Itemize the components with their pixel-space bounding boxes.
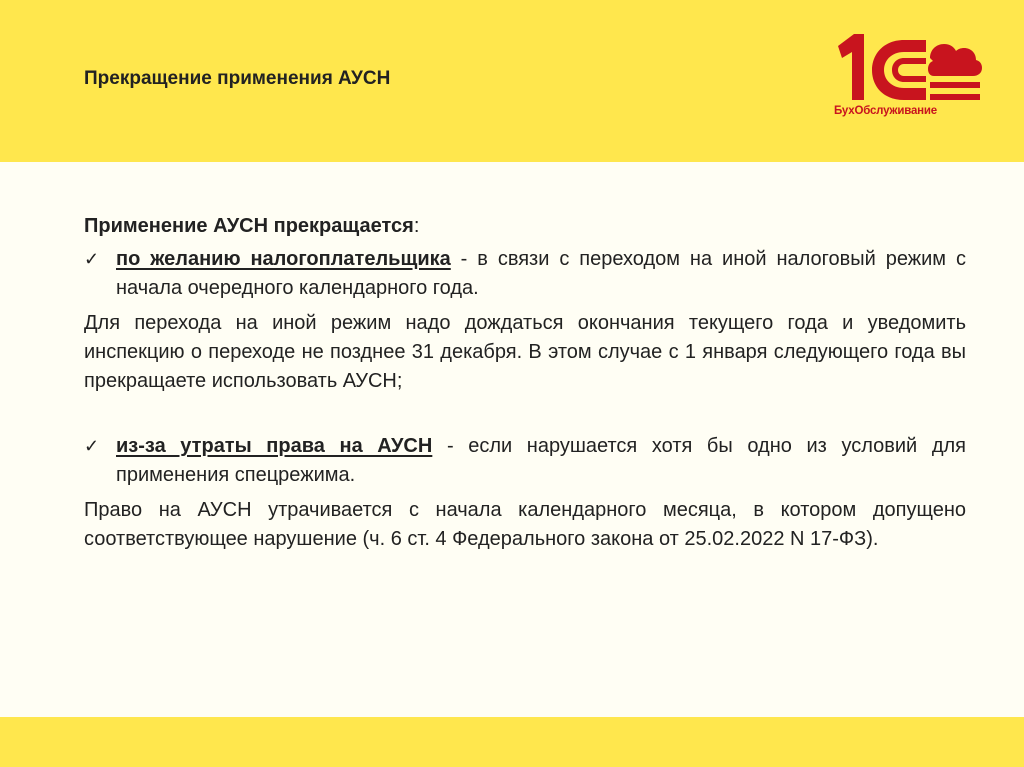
footer-band bbox=[0, 717, 1024, 767]
slide-title: Прекращение применения АУСН bbox=[84, 68, 391, 89]
paragraph: Право на АУСН утрачивается с начала календарного месяца, в котором допущено соответствующее нарушение (ч. 6 ст. 4 Федерального закона от 25.02.2022 N 17-ФЗ). bbox=[84, 499, 966, 550]
paragraph: Для перехода на иной режим надо дождаться окончания текущего года и уведомить инспекцию о переходе не позднее 31 декабря. В этом случае с 1 января следующего года вы прекращаете использовать АУСН; bbox=[84, 312, 966, 392]
intro-colon: : bbox=[413, 215, 420, 237]
brand-logo bbox=[834, 32, 984, 122]
bullet-rest: - если нарушается хотя бы одно из условий для применения спецрежима. bbox=[116, 435, 967, 486]
header-band bbox=[0, 0, 1024, 162]
bullet-item bbox=[84, 245, 966, 303]
bullet-item bbox=[84, 432, 966, 490]
bullet-text bbox=[116, 245, 966, 303]
bullet-lead: из-за утраты права на АУСН bbox=[116, 435, 433, 457]
intro-bold: Применение АУСН прекращается bbox=[84, 215, 414, 237]
checkmark-icon: ✓ bbox=[84, 436, 100, 456]
logo-caption: БухОбслуживание bbox=[834, 105, 937, 117]
logo-1c-icon bbox=[834, 32, 984, 104]
intro-line bbox=[84, 212, 966, 241]
bullet-text bbox=[116, 432, 966, 490]
spacer bbox=[84, 396, 966, 432]
body-text bbox=[84, 212, 966, 554]
checkmark-icon: ✓ bbox=[84, 249, 100, 269]
bullet-lead: по желанию налогоплательщика bbox=[116, 248, 451, 270]
bullet-rest: - в связи с переходом на иной налоговый режим с начала очередного календарного года. bbox=[116, 248, 966, 299]
